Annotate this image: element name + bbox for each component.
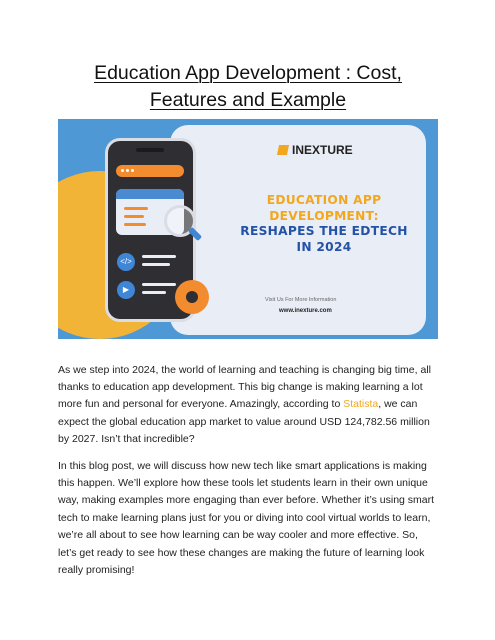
code-icon: </> [117,253,135,271]
phone-line [142,291,166,294]
website-url: www.inexture.com [279,308,332,314]
card-line [124,215,144,218]
statista-link[interactable]: Statista [343,398,379,411]
page-title [58,60,438,114]
card-header [116,189,184,199]
headline-line-3: RESHAPES THE EDTECH [240,224,408,238]
intro-paragraph [58,362,438,449]
play-icon: ▶ [117,281,135,299]
headline-line-1: EDUCATION APP [266,193,382,207]
body-paragraph: In this blog post, we will discuss how new tech like smart applications is making this happen. We’ll explore how these tools let students learn in their own unique way, making examples more engaging than ever before. Whether it’s using smart tech to make learning plans just for you or diving into cool virtual worlds to learn, we’re all about to see how learning can be way cooler and more effective. So, let’s get ready to see how these changes are making the future of learning look really promising! [58,459,435,576]
headline-line-2: DEVELOPMENT: [269,208,379,223]
phone-line [142,255,176,258]
visit-text: Visit Us For More Information [265,297,337,303]
phone-search-bar [116,165,184,177]
intro-text-end: , we can expect the global education app market to value around USD 124,782.56 million by 2027. Isn’t that incredible? [58,398,430,446]
brand-logo [278,143,353,157]
intro-text-start: As we step into 2024, the world of learning and teaching is changing big time, all thanks to education app development. This big change is making learning a lot more fun and personal for everyone. Amazingly, according to [58,363,431,411]
logo-mark-icon [277,145,289,155]
phone-notch [136,148,164,152]
brand-name: INEXTURE [292,143,353,157]
phone-line [142,263,170,266]
title-text: Education App Development : Cost, Features and Example [94,62,402,111]
card-line [124,223,146,226]
headline-line-4: IN 2024 [296,239,352,254]
gear-icon [175,280,209,314]
card-line [124,207,148,210]
phone-line [142,283,176,286]
banner-image [58,119,438,339]
banner-headline [224,193,424,255]
dots-icon [121,169,124,172]
